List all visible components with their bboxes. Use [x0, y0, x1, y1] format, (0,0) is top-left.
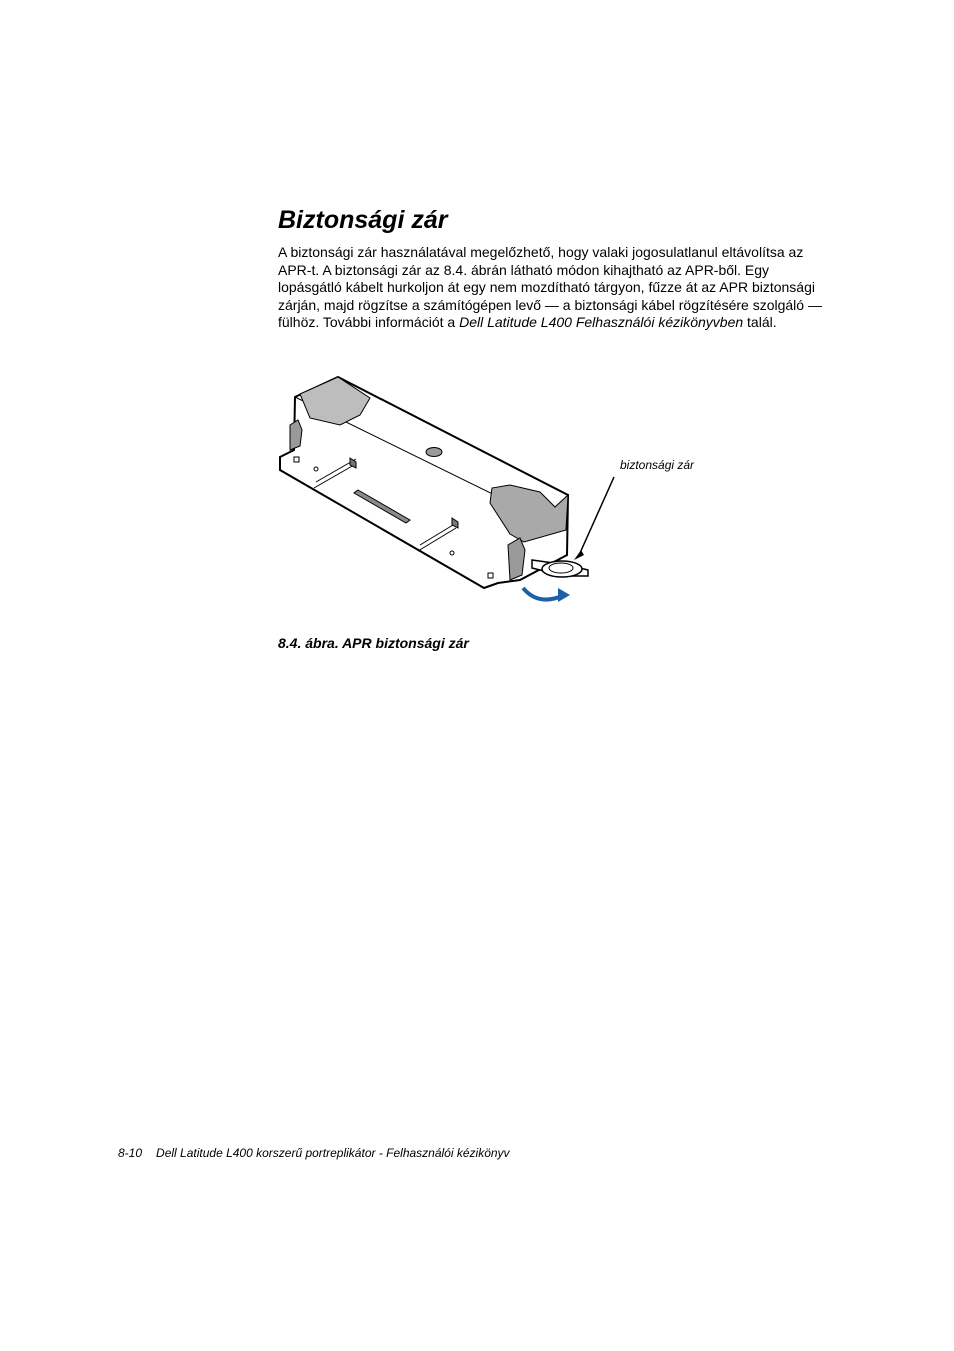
page-number: 8-10 [118, 1146, 143, 1160]
apr-security-lock-figure [270, 370, 730, 615]
paragraph-text: A biztonsági zár használatával megelőzhető, hogy valaki jogosulatlanul eltávolítsa az APR-t. A biztonsági zár az 8.4. ábrán látható módon kihajtható az APR-ből. Egy lopásgátló kábelt hurkoljon át egy nem mozdítható tárgyon, fűzze át az APR biztonsági zárján, majd rögzítse a számítógépen levő — a biztonsági kábel rögzítésére szolgáló — fülhöz. További információt a [278, 244, 822, 331]
manual-title-reference: Dell Latitude L400 Felhasználói kézikönyvben [459, 314, 744, 331]
page-footer [118, 1146, 510, 1160]
body-paragraph [278, 244, 826, 332]
paragraph-ending: talál. [743, 314, 777, 331]
section-title: Biztonsági zár [278, 206, 448, 234]
figure-caption: 8.4. ábra. APR biztonsági zár [278, 635, 469, 651]
port-replicator-illustration [270, 370, 730, 615]
footer-title: Dell Latitude L400 korszerű portreplikátor - Felhasználói kézikönyv [156, 1146, 510, 1160]
security-lock-callout-label: biztonsági zár [620, 458, 695, 472]
